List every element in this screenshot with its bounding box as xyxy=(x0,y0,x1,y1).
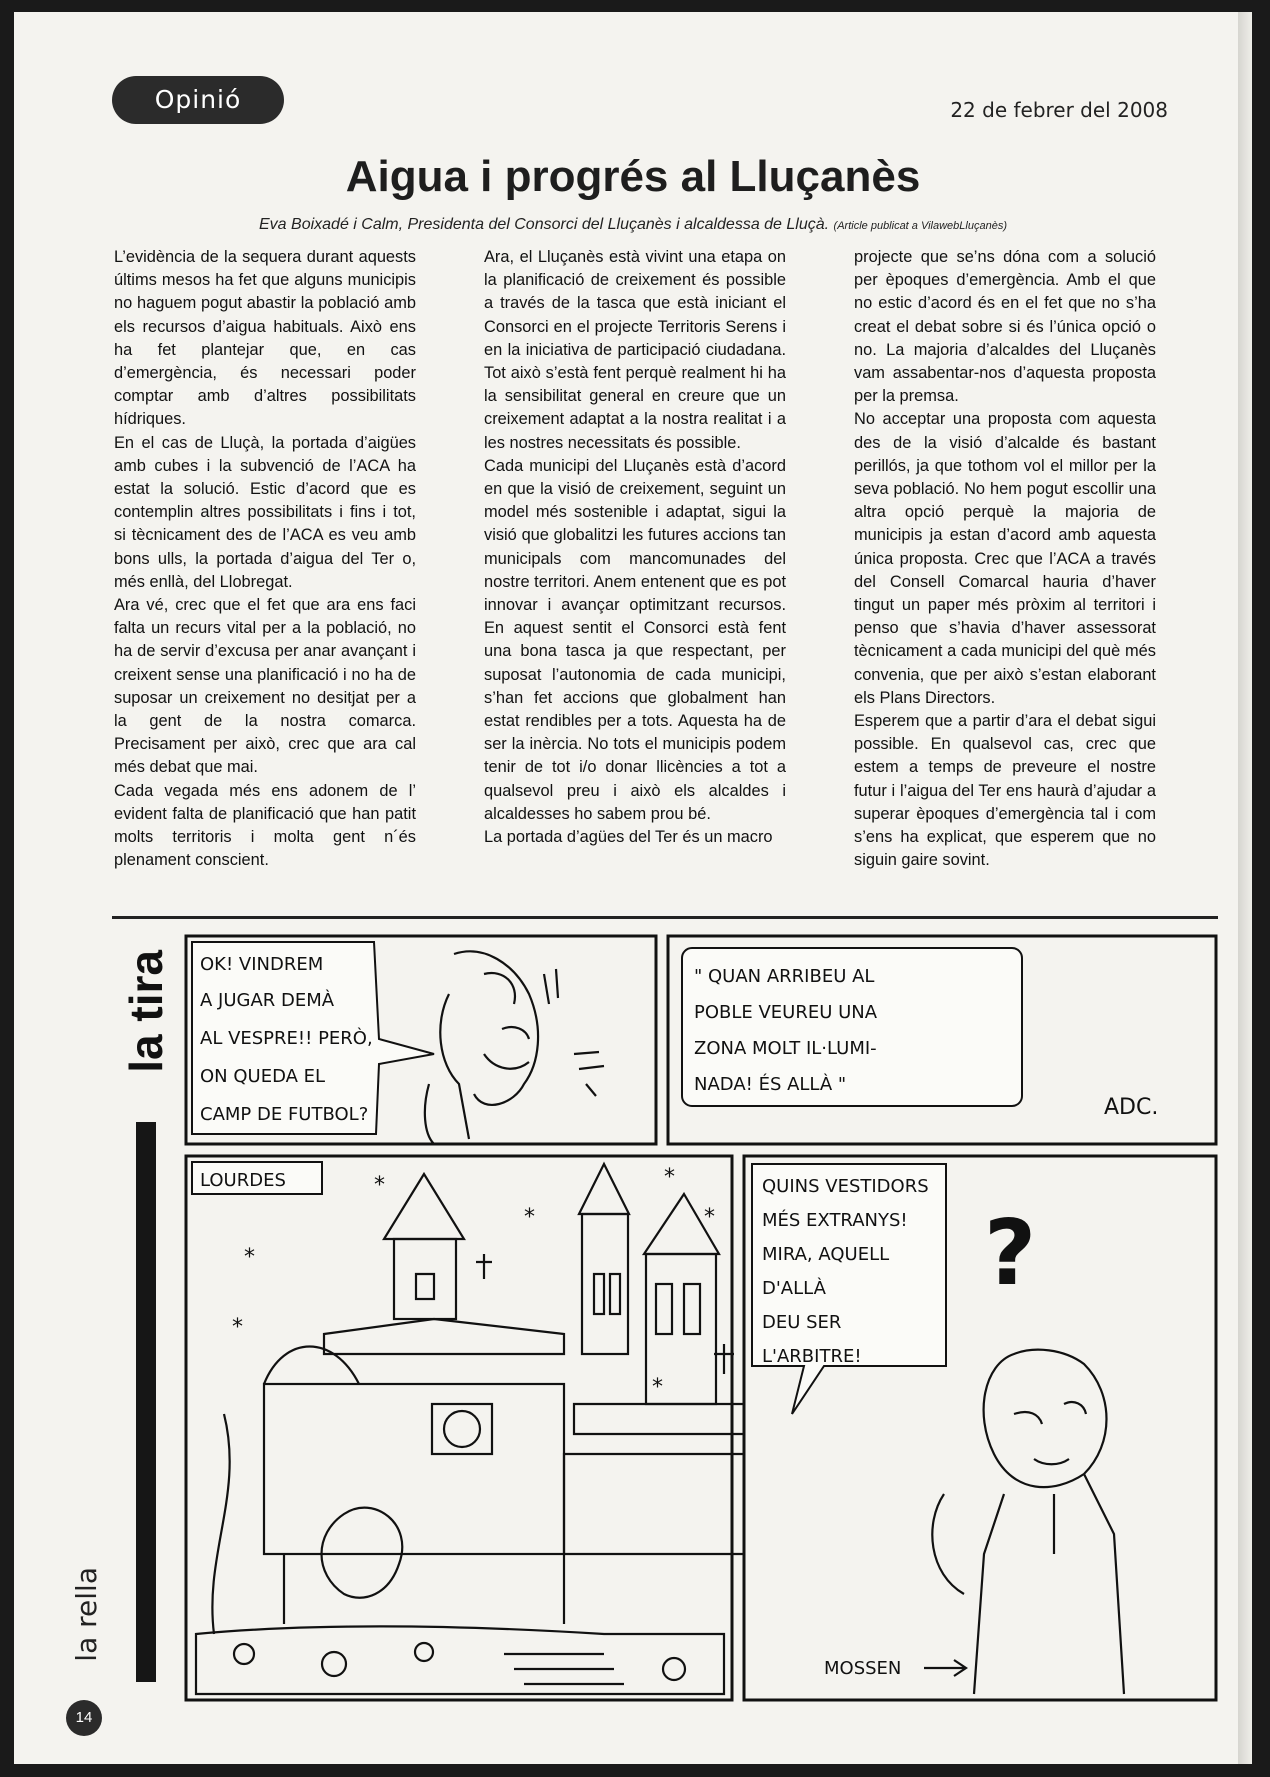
panel-4-line: MIRA, AQUELL xyxy=(762,1244,890,1265)
svg-text:*: * xyxy=(232,1315,243,1340)
panel-2-line: NADA! ÉS ALLÀ " xyxy=(694,1074,847,1095)
article-byline xyxy=(14,216,1252,234)
paragraph: No acceptar una proposta com aquesta des de la visió d’alcalde és bastant perillós, ja que tothom vol el millor per la seva població. No hem pogut escollir una altra opció perquè la majoria de municipis ja estan d’acord amb aquesta única proposta. Crec que l’ACA a través del Consell Comarcal hauria d’haver tingut un paper més pròxim al territori i penso que s’havia d’haver assessorat tècnicament a cada municipi del què més convenia, que per això s’estan elaborant els Plans Directors. xyxy=(854,410,1156,707)
panel-1-line: ON QUEDA EL xyxy=(200,1066,326,1087)
paragraph: L’evidència de la sequera durant aquests últims mesos ha fet que alguns municipis no haguem pogut abastir la població amb els recursos d’aigua habituals. Això ens ha fet plantejar que, en cas d’emergència, és necessari poder comptar amb d’altres possibilitats hídriques. xyxy=(114,248,416,429)
character-on-phone xyxy=(425,951,604,1144)
panel-1-line: CAMP DE FUTBOL? xyxy=(200,1104,369,1125)
byline-note: (Article publicat a VilawebLluçanès) xyxy=(833,220,1007,232)
comic-panel-3 xyxy=(186,1156,732,1700)
article-title: Aigua i progrés al Lluçanès xyxy=(345,152,921,201)
magazine-name xyxy=(70,1567,110,1687)
artist-signature: ADC. xyxy=(1104,1095,1159,1120)
paragraph: projecte que se’ns dóna com a solució per èpoques d’emergència. Amb el que no estic d’acord és en el fet que no s’ha creat el debat sobre si és l’única opció o no. La majoria d’alcaldes del Lluçanès vam assabentar-nos d’aquesta proposta per la premsa. xyxy=(854,248,1156,406)
comic-strip xyxy=(184,934,1218,1702)
panel-2-line: POBLE VEUREU UNA xyxy=(694,1002,878,1023)
panel-4-line: D'ALLÀ xyxy=(762,1278,826,1299)
panel-4-line: DEU SER xyxy=(762,1312,842,1333)
location-label: LOURDES xyxy=(200,1170,286,1191)
article-column-1 xyxy=(114,246,416,872)
svg-text:*: * xyxy=(374,1173,385,1198)
star-marks xyxy=(232,1165,715,1400)
panel-4-line: MÉS EXTRANYS! xyxy=(762,1210,908,1231)
byline-author: Eva Boixadé i Calm, Presidenta del Consorci del Lluçanès i alcaldessa de Lluçà. xyxy=(259,216,830,233)
panel-2-line: " QUAN ARRIBEU AL xyxy=(694,966,875,987)
panel-4-line: QUINS VESTIDORS xyxy=(762,1176,929,1197)
paragraph: En el cas de Lluçà, la portada d’aigües amb cubes i la subvenció de l’ACA ha estat la solució. Estic d’acord que es contemplin altres possibilitats i fins i tot, si tècnicament des de l’ACA es veu amb bons ulls, la portada d’aigua del Ter o, més enllà, del Llobregat. xyxy=(114,433,416,591)
strip-label-text: la tira xyxy=(120,950,172,1073)
paragraph: Cada vegada més ens adonem de l’ evident falta de planificació que han patit molts territoris i molta gent n´és plenament conscient. xyxy=(114,781,416,870)
arrow-label: MOSSEN xyxy=(824,1658,902,1679)
arrow-icon xyxy=(924,1660,966,1676)
magazine-page xyxy=(14,12,1252,1764)
paragraph: Cada municipi del Lluçanès està d’acord en que la visió de creixement, seguint un model més sostenible i adaptat, sigui la visió que globalitzi les futures accions tan municipals com mancomunades del nostre territori. Anem entenent que es pot innovar i avançar optimitzant recursos. En aquest sentit el Consorci està fent una bona tasca ja que respectant, per suposat l’autonomia de cada municipi, s’han fet accions que globalment han estat rendibles per a tots. Aquesta ha de ser la inèrcia. No tots el municipis podem tenir de tot i/o donar llicències a tot a qualsevol preu i això els alcaldes i alcaldesses ho sabem prou bé. xyxy=(484,456,786,823)
svg-text:*: * xyxy=(664,1165,675,1190)
paragraph: La portada d’agües del Ter és un macro xyxy=(484,828,773,847)
panel-2-line: ZONA MOLT IL·LUMI- xyxy=(694,1038,877,1059)
question-mark-symbol: ? xyxy=(984,1201,1037,1306)
church-drawing xyxy=(196,1164,744,1694)
svg-text:*: * xyxy=(652,1375,663,1400)
page-edge xyxy=(1238,12,1252,1764)
section-divider xyxy=(112,916,1218,919)
priest-character xyxy=(932,1350,1124,1694)
panel-4-line: L'ARBITRE! xyxy=(762,1346,862,1367)
paragraph: Ara, el Lluçanès està vivint una etapa on la planificació de creixement és possible a través de la tasca que està iniciant el Consorci en el projecte Territoris Serens i en la iniciativa de participació ciudadana. Tot això s’està fent perquè realment hi ha la sensibilitat general en creure que un creixement adaptat a la nostra realitat i a les nostres necessitats és possible. xyxy=(484,248,786,452)
svg-text:*: * xyxy=(244,1245,255,1270)
article-column-3 xyxy=(854,246,1156,872)
paragraph: Ara vé, crec que el fet que ara ens faci falta un recurs vital per a la població, no ha de servir d’excusa per anar avançant i creixent sense una planificació i no ha de suposar un creixement no desitjat per a la gent de la nostra comarca. Precisament per això, crec que ara cal més debat que mai. xyxy=(114,596,416,777)
panel-1-line: A JUGAR DEMÀ xyxy=(200,990,335,1011)
magazine-name-text: la rella xyxy=(70,1567,103,1662)
svg-text:*: * xyxy=(704,1205,715,1230)
paragraph: Esperem que a partir d’ara el debat sigui possible. En qualsevol cas, crec que estem a temps de preveure el nostre futur i l’aigua del Ter ens haurà d’ajudar a superar èpoques d’emergència tal i com s’ens ha explicat, que esperem que no siguin gaire sovint. xyxy=(854,712,1156,870)
strip-label xyxy=(120,950,172,1510)
panel-1-line: OK! VINDREM xyxy=(200,954,324,975)
page-number: 14 xyxy=(66,1700,102,1736)
section-label: Opinió xyxy=(112,76,284,124)
article-column-2 xyxy=(484,246,786,849)
panel-1-line: AL VESPRE!! PERÒ, xyxy=(200,1028,373,1049)
issue-date: 22 de febrer del 2008 xyxy=(950,98,1168,122)
svg-text:*: * xyxy=(524,1205,535,1230)
